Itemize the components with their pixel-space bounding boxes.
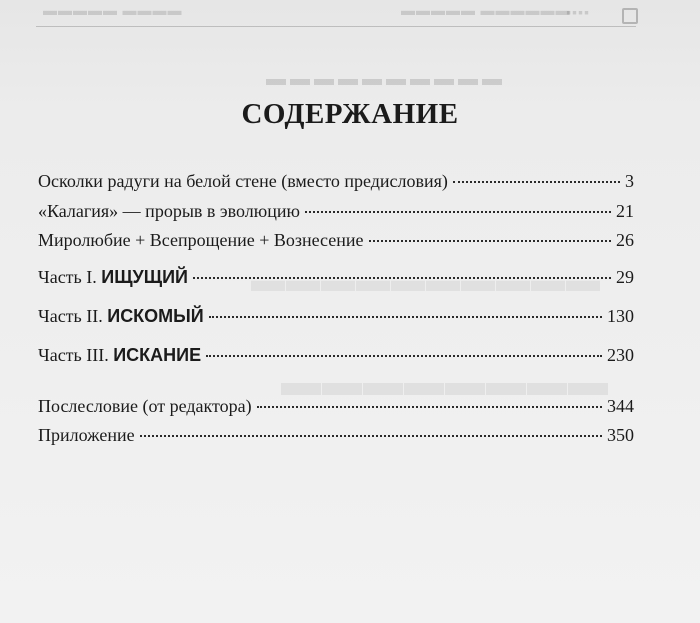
bleed-through-text: ▬▬▬▬▬▬ ▬▬▬▬▬ [400,4,570,19]
dot-leader [193,277,611,279]
toc-page-number: 29 [616,267,634,287]
part-title: ИСКОМЫЙ [107,306,204,326]
toc-entry-label [38,305,204,327]
page-title: СОДЕРЖАНИЕ [241,98,459,130]
toc-page-number: 230 [607,345,634,365]
part-prefix: Часть II. [38,306,103,326]
part-title: ИСКАНИЕ [113,345,202,365]
bleed-through-text: ▪▪▪▪ [565,6,589,21]
dot-leader [369,240,612,242]
part-prefix: Часть I. [38,267,97,287]
toc-entry-part-3[interactable] [38,344,634,366]
toc-entry-afterword[interactable] [38,395,634,417]
toc-entry-label [38,266,188,288]
bleed-through-text: ▬▬▬▬▬▬▬▬ [280,359,608,404]
toc-entry-part-2[interactable] [38,305,634,327]
toc-entry-label: «Калагия» — прорыв в эволюцию [38,201,300,221]
table-of-contents [38,0,634,623]
dot-leader [257,406,602,408]
toc-entry-kalagia[interactable] [38,200,634,222]
bleed-through-text: ▬▬▬▬▬▬▬▬▬▬ [262,68,502,90]
dot-leader [305,211,611,213]
toc-entry-label: Осколки радуги на белой стене (вместо предисловия) [38,171,448,191]
toc-page-number: 344 [607,396,634,416]
toc-page-number: 21 [616,201,634,221]
bleed-through-text: ▬▬▬▬▬▬▬▬▬▬ [250,262,600,299]
toc-page-number: 3 [625,171,634,191]
toc-entry-foreword[interactable] [38,170,634,192]
toc-page-number: 130 [607,306,634,326]
toc-entry-label: Миролюбие + Всепрощение + Вознесение [38,230,364,250]
dot-leader [453,181,620,183]
toc-page-number: 26 [616,230,634,250]
dot-leader [209,316,602,318]
toc-entry-label [38,344,201,366]
part-title: ИЩУЩИЙ [101,267,188,287]
toc-entry-label: Приложение [38,425,135,445]
dot-leader [206,355,602,357]
bleed-through-text: ▬▬▬▬ ▬▬▬▬▬ [42,4,182,19]
toc-entry-appendix[interactable] [38,424,634,446]
dot-leader [140,435,602,437]
part-prefix: Часть III. [38,345,109,365]
toc-entry-label: Послесловие (от редактора) [38,396,252,416]
toc-entry-part-1[interactable] [38,266,634,288]
toc-entry-peace[interactable] [38,229,634,251]
toc-page-number: 350 [607,425,634,445]
